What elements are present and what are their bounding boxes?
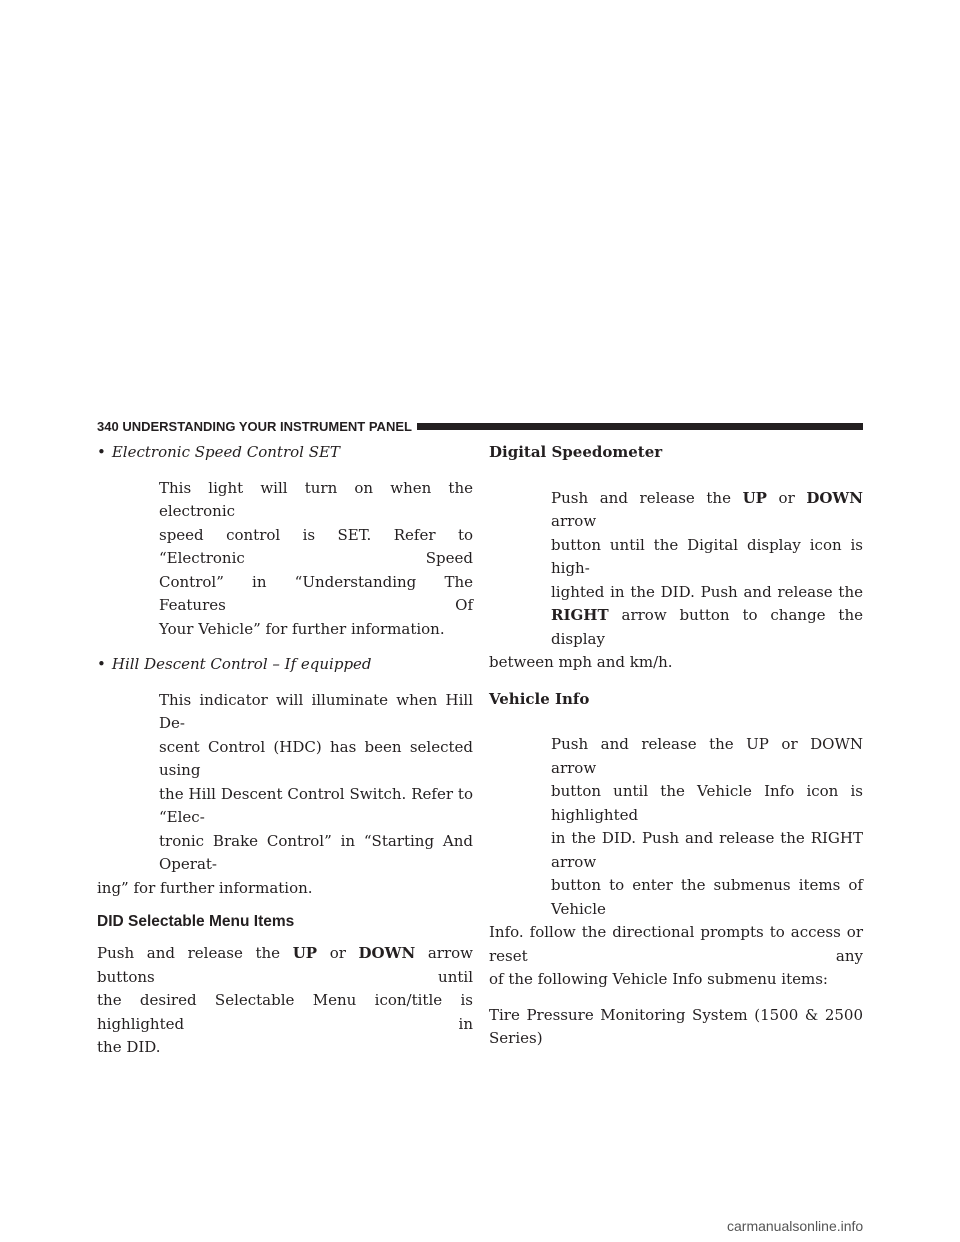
- text-run: arrow buttons until: [97, 944, 473, 986]
- text-run: or: [766, 488, 807, 507]
- bullet-body: [159, 477, 473, 642]
- section-heading: DID Selectable Menu Items: [97, 913, 295, 930]
- watermark: carmanualsonline.info: [727, 1218, 864, 1234]
- left-column: [97, 441, 473, 1060]
- section-title: UNDERSTANDING YOUR INSTRUMENT PANEL: [122, 419, 412, 434]
- bullet-hill-descent-control: [97, 653, 473, 677]
- section-paragraph: [97, 942, 473, 1060]
- text-line: the DID.: [97, 1038, 161, 1056]
- right-column: [489, 441, 863, 1051]
- digital-paragraph-tail: between mph and km/h.: [489, 653, 673, 671]
- text-line: button to enter the submenus items of Vehicle: [551, 876, 863, 918]
- text-line: the desired Selectable Menu icon/title is highlighted in: [97, 991, 473, 1033]
- text-line: lighted in the DID. Push and release the: [551, 582, 863, 601]
- text-line: Your Vehicle” for further information.: [159, 619, 445, 638]
- page-number: 340: [97, 419, 119, 434]
- bullet-title: Electronic Speed Control SET: [111, 443, 340, 461]
- text-line: button until the Vehicle Info icon is highlighted: [551, 782, 863, 824]
- subheading-vehicle-info: Vehicle Info: [489, 689, 590, 708]
- key-down: DOWN: [358, 944, 416, 962]
- page-header: [97, 418, 863, 436]
- vehicle-paragraph: [551, 733, 863, 921]
- text-line: Push and release the UP or DOWN arrow: [551, 735, 863, 777]
- text-line: [551, 604, 863, 651]
- text-run: Push and release the: [551, 488, 743, 507]
- bullet-body: [159, 689, 473, 877]
- key-up: UP: [292, 944, 318, 962]
- text-line: Control” in “Understanding The Features Of: [159, 572, 473, 614]
- text-line: tronic Brake Control” in “Starting And Operat-: [159, 831, 473, 873]
- text-line: This light will turn on when the electronic: [159, 478, 473, 520]
- text-run: or: [317, 944, 359, 962]
- text-line: the Hill Descent Control Switch. Refer to “Elec-: [159, 784, 473, 826]
- text-line: of the following Vehicle Info submenu items:: [489, 970, 828, 988]
- text-line: speed control is SET. Refer to “Electronic Speed: [159, 525, 473, 567]
- key-right: RIGHT: [551, 606, 609, 624]
- bullet-dot: •: [97, 443, 106, 461]
- vehicle-paragraph-tail: [489, 921, 863, 992]
- digital-paragraph: [551, 487, 863, 652]
- header-rule: [417, 423, 863, 430]
- text-run: arrow: [551, 512, 597, 530]
- bullet-electronic-speed-control: [97, 441, 473, 465]
- subheading-digital-speedometer: Digital Speedometer: [489, 443, 663, 461]
- text-run: Push and release the: [97, 944, 293, 962]
- key-up: UP: [742, 488, 767, 507]
- text-line: [551, 487, 863, 534]
- key-down: DOWN: [806, 488, 863, 507]
- tpms-line: Tire Pressure Monitoring System (1500 & 2500 Series): [489, 1005, 863, 1047]
- text-line: [97, 942, 473, 989]
- text-line: button until the Digital display icon is high-: [551, 535, 863, 577]
- text-line: This indicator will illuminate when Hill De-: [159, 690, 473, 732]
- text-line: in the DID. Push and release the RIGHT arrow: [551, 829, 863, 871]
- text-line: Info. follow the directional prompts to access or reset any: [489, 923, 863, 965]
- text-run: arrow button to change the display: [551, 606, 863, 648]
- bullet-dot: •: [97, 655, 106, 673]
- header-text: [97, 418, 412, 436]
- bullet-title: Hill Descent Control – If equipped: [111, 655, 372, 673]
- text-line: scent Control (HDC) has been selected using: [159, 737, 473, 779]
- bullet-body-tail: ing” for further information.: [97, 878, 313, 897]
